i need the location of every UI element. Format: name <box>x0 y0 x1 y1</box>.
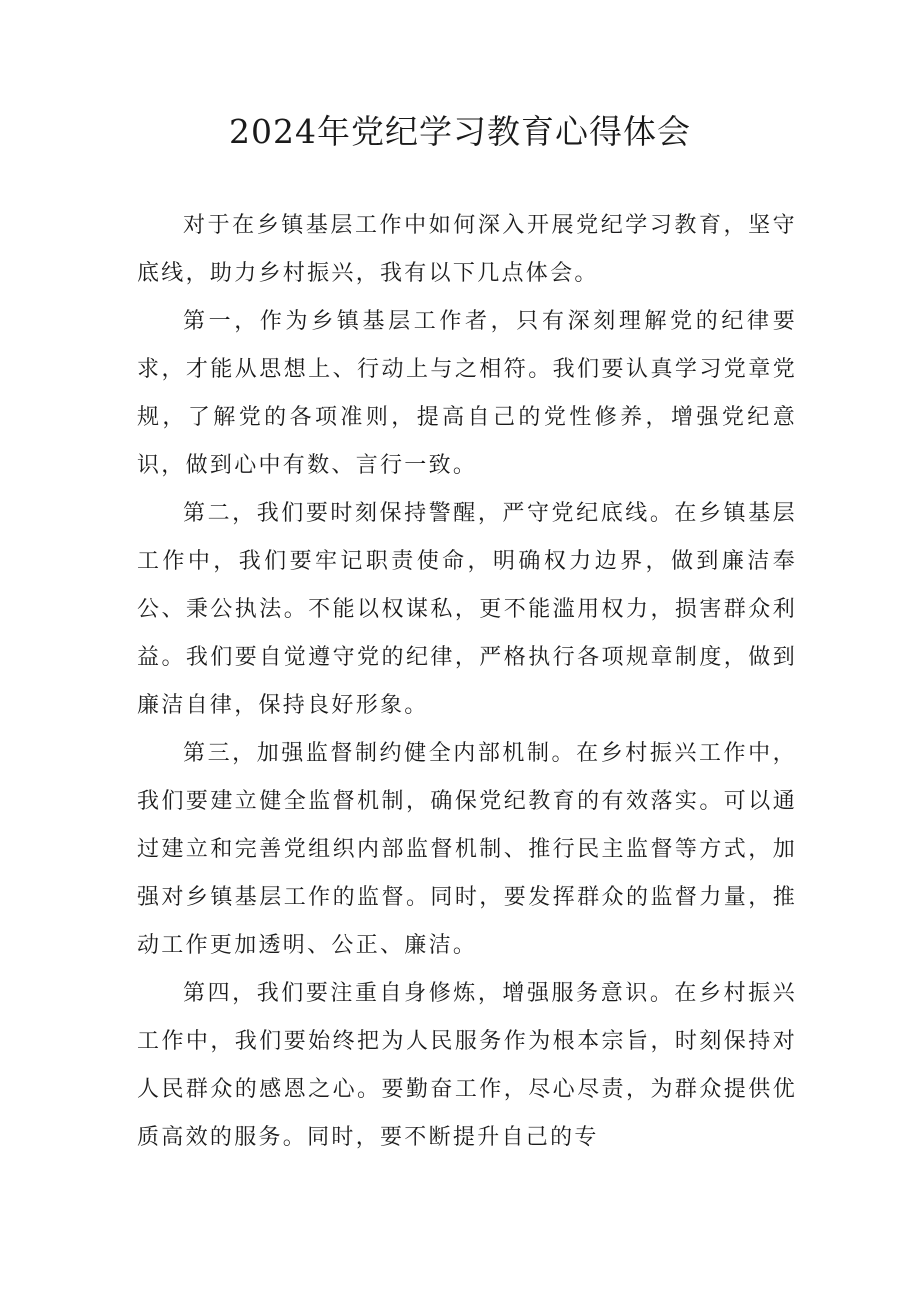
paragraph-point-two: 第二，我们要时刻保持警醒，严守党纪底线。在乡镇基层工作中，我们要牢记职责使命，明确权力边界，做到廉洁奉公、秉公执法。不能以权谋私，更不能滥用权力，损害群众利益。我们要自觉遵守党的纪律，严格执行各项规章制度，做到廉洁自律，保持良好形象。 <box>137 501 797 718</box>
paragraph-point-three: 第三，加强监督制约健全内部机制。在乡村振兴工作中，我们要建立健全监督机制，确保党纪教育的有效落实。可以通过建立和完善党组织内部监督机制、推行民主监督等方式，加强对乡镇基层工作的监督。同时，要发挥群众的监督力量，推动工作更加透明、公正、廉洁。 <box>137 741 797 958</box>
document-body <box>137 202 797 1162</box>
paragraph-point-four: 第四，我们要注重自身修炼，增强服务意识。在乡村振兴工作中，我们要始终把为人民服务作为根本宗旨，时刻保持对人民群众的感恩之心。要勤奋工作，尽心尽责，为群众提供优质高效的服务。同时，要不断提升自己的专 <box>137 981 797 1150</box>
paragraph-point-one: 第一，作为乡镇基层工作者，只有深刻理解党的纪律要求，才能从思想上、行动上与之相符。我们要认真学习党章党规，了解党的各项准则，提高自己的党性修养，增强党纪意识，做到心中有数、言行一致。 <box>137 309 797 478</box>
paragraph-intro: 对于在乡镇基层工作中如何深入开展党纪学习教育，坚守底线，助力乡村振兴，我有以下几点体会。 <box>137 213 797 286</box>
document-title: 2024年党纪学习教育心得体会 <box>229 112 691 151</box>
